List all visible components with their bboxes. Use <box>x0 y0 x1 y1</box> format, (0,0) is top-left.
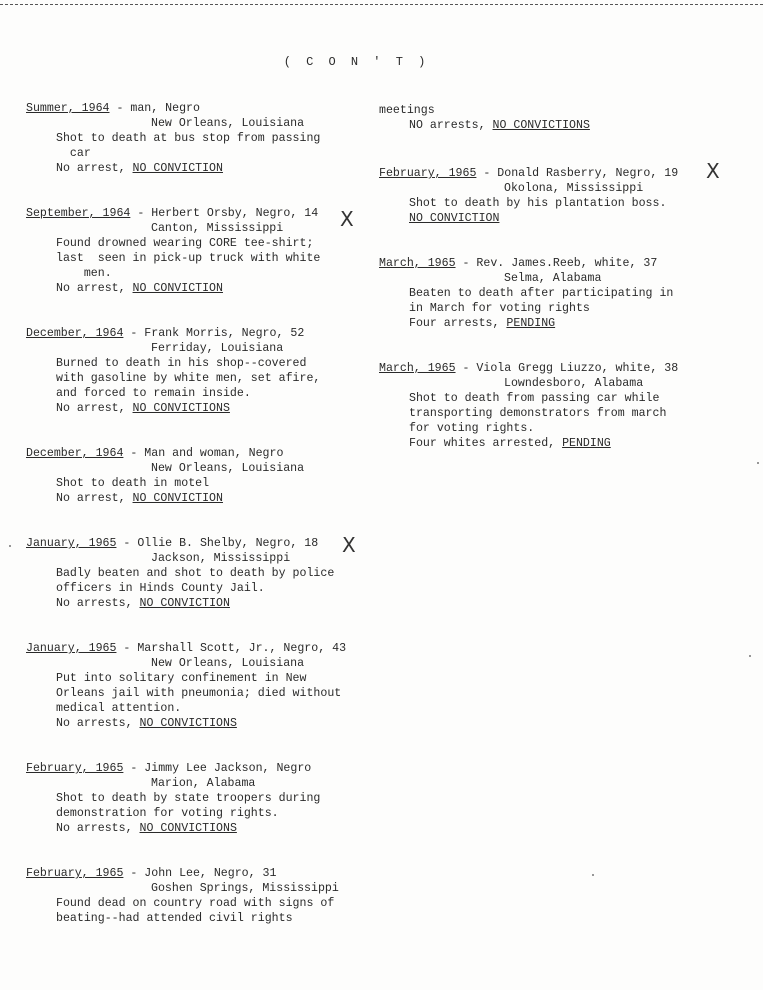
speck <box>592 874 594 876</box>
outcome-status: NO CONVICTION <box>409 212 500 225</box>
incident-date: February, 1965 <box>26 867 124 880</box>
entry-header <box>26 536 386 551</box>
victim-info: - Jimmy Lee Jackson, Negro <box>123 762 312 775</box>
incident-description: Shot to death at bus stop from passing <box>56 132 321 145</box>
victim-info: - Marshall Scott, Jr., Negro, 43 <box>116 642 347 655</box>
outcome-prefix: No arrest, <box>56 282 133 295</box>
speck <box>749 655 751 657</box>
entry-header <box>26 761 386 776</box>
outcome-prefix: NO arrests, <box>409 119 493 132</box>
outcome-prefix: No arrest, <box>56 492 133 505</box>
outcome-status: NO CONVICTION <box>132 492 223 505</box>
incident-place: Ferriday, Louisiana <box>151 342 284 355</box>
incident-place: New Orleans, Louisiana <box>151 117 305 130</box>
incident-description: men. <box>56 267 112 280</box>
incident-description: for voting rights. <box>409 422 535 435</box>
outcome-status: NO CONVICTION <box>132 162 223 175</box>
incident-description: in March for voting rights <box>409 302 590 315</box>
incident-date: Summer, 1964 <box>26 102 110 115</box>
incident-outcome <box>379 316 763 331</box>
incident-description: Beaten to death after participating in <box>409 287 674 300</box>
top-border-line <box>0 4 763 5</box>
incident-description: Found drowned wearing CORE tee-shirt; <box>56 237 314 250</box>
incident-entry <box>379 256 763 331</box>
incident-place: New Orleans, Louisiana <box>151 657 305 670</box>
incident-description: Shot to death by state troopers during <box>56 792 321 805</box>
incident-entry <box>26 533 386 611</box>
incident-description: demonstration for voting rights. <box>56 807 279 820</box>
victim-info: - Donald Rasberry, Negro, 19 <box>476 167 679 180</box>
incident-place: Goshen Springs, Mississippi <box>151 882 339 895</box>
victim-info: - Man and woman, Negro <box>123 447 284 460</box>
incident-date: February, 1965 <box>379 167 477 180</box>
continuation-entry <box>379 103 763 133</box>
victim-info: - Herbert Orsby, Negro, 14 <box>130 207 319 220</box>
incident-date: January, 1965 <box>26 642 117 655</box>
incident-place: Okolona, Mississippi <box>504 182 644 195</box>
check-mark-orsby: X <box>340 207 354 231</box>
incident-description: medical attention. <box>56 702 182 715</box>
incident-description: officers in Hinds County Jail. <box>56 582 265 595</box>
outcome-status: NO CONVICTIONS <box>139 822 237 835</box>
incident-outcome <box>379 436 763 451</box>
incident-entry <box>379 361 763 451</box>
victim-info: - Frank Morris, Negro, 52 <box>123 327 305 340</box>
incident-entry <box>26 446 386 506</box>
outcome-prefix: No arrest, <box>56 402 133 415</box>
right-entries <box>379 166 763 451</box>
incident-outcome <box>26 821 386 836</box>
entry-header <box>26 641 386 656</box>
incident-outcome <box>379 211 763 226</box>
incident-outcome <box>26 281 386 296</box>
incident-outcome <box>26 401 386 416</box>
continuation-outcome <box>379 118 763 133</box>
outcome-prefix: No arrest, <box>56 162 133 175</box>
incident-place: Selma, Alabama <box>504 272 602 285</box>
incident-place: Lowndesboro, Alabama <box>504 377 644 390</box>
outcome-status: PENDING <box>562 437 611 450</box>
check-mark-shelby: X <box>342 533 356 557</box>
outcome-status: NO CONVICTION <box>132 282 223 295</box>
left-column <box>26 101 386 956</box>
outcome-prefix: Four arrests, <box>409 317 507 330</box>
victim-info: - Ollie B. Shelby, Negro, 18 <box>116 537 319 550</box>
incident-place: Canton, Mississippi <box>151 222 284 235</box>
outcome-status: NO CONVICTION <box>139 597 230 610</box>
incident-place: Marion, Alabama <box>151 777 256 790</box>
victim-info: - Viola Gregg Liuzzo, white, 38 <box>455 362 679 375</box>
incident-entry <box>26 641 386 731</box>
incident-description: Found dead on country road with signs of <box>56 897 335 910</box>
incident-description: Badly beaten and shot to death by police <box>56 567 335 580</box>
entry-header <box>26 446 386 461</box>
page-heading: ( C O N ' T ) <box>283 55 430 69</box>
incident-place: New Orleans, Louisiana <box>151 462 305 475</box>
outcome-prefix: Four whites arrested, <box>409 437 563 450</box>
incident-description: transporting demonstrators from march <box>409 407 667 420</box>
incident-place: Jackson, Mississippi <box>151 552 291 565</box>
incident-outcome <box>26 596 386 611</box>
incident-date: December, 1964 <box>26 447 124 460</box>
incident-description: car <box>56 147 91 160</box>
incident-entry <box>26 326 386 416</box>
incident-outcome <box>26 716 386 731</box>
incident-description: Put into solitary confinement in New <box>56 672 307 685</box>
incident-date: March, 1965 <box>379 362 456 375</box>
check-mark-rasberry: X <box>706 159 720 183</box>
incident-description: beating--had attended civil rights <box>56 912 293 925</box>
outcome-status: NO CONVICTIONS <box>492 119 590 132</box>
outcome-prefix: No arrests, <box>56 597 140 610</box>
entry-header <box>26 866 386 881</box>
incident-description: and forced to remain inside. <box>56 387 251 400</box>
speck <box>9 545 11 547</box>
victim-info: - man, Negro <box>109 102 200 115</box>
incident-outcome <box>26 161 386 176</box>
entry-header <box>26 326 386 341</box>
incident-description: Shot to death by his plantation boss. <box>409 197 667 210</box>
victim-info: - Rev. James.Reeb, white, 37 <box>455 257 658 270</box>
outcome-status: NO CONVICTIONS <box>132 402 230 415</box>
incident-description: Orleans jail with pneumonia; died without <box>56 687 342 700</box>
incident-date: March, 1965 <box>379 257 456 270</box>
outcome-status: NO CONVICTIONS <box>139 717 237 730</box>
incident-description: with gasoline by white men, set afire, <box>56 372 321 385</box>
outcome-prefix: No arrests, <box>56 822 140 835</box>
incident-date: December, 1964 <box>26 327 124 340</box>
incident-description: Shot to death in motel <box>56 477 210 490</box>
entry-header <box>379 361 763 376</box>
continuation-text: meetings <box>379 104 435 117</box>
incident-entry <box>26 866 386 926</box>
outcome-prefix: No arrests, <box>56 717 140 730</box>
incident-date: September, 1964 <box>26 207 131 220</box>
entry-header <box>26 101 386 116</box>
incident-date: February, 1965 <box>26 762 124 775</box>
speck <box>757 462 759 464</box>
incident-description: last seen in pick-up truck with white <box>56 252 321 265</box>
entry-header <box>26 206 386 221</box>
incident-description: Shot to death from passing car while <box>409 392 660 405</box>
outcome-status: PENDING <box>506 317 556 330</box>
incident-entry <box>26 761 386 836</box>
incident-date: January, 1965 <box>26 537 117 550</box>
incident-description: Burned to death in his shop--covered <box>56 357 307 370</box>
victim-info: - John Lee, Negro, 31 <box>123 867 277 880</box>
incident-outcome <box>26 491 386 506</box>
incident-entry <box>26 101 386 176</box>
incident-entry <box>26 206 386 296</box>
entry-header <box>379 256 763 271</box>
